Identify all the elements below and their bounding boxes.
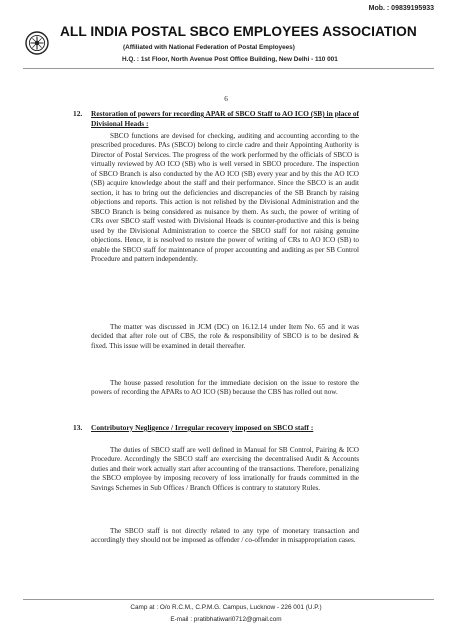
section-title: Contributory Negligence / Irregular recovery imposed on SBCO staff : xyxy=(91,423,314,432)
footer-divider xyxy=(23,599,434,600)
paragraph: SBCO functions are devised for checking, auditing and accounting according to the prescribed procedures. PAs (SBCO) belong to circle cadre and their Appointing Authority is Director of Postal Services. The progress of the work performed by the officials of SBCO is virtually reviewed by AO ICO (SB) who is well versed in SBCO procedure. The inspection of SBCO Branch is also conducted by the AO ICO (SB) every year and by this the AO ICO (SB) acquire knowledge about the staff and their performance. Since the SBCO is an audit section, it has to bring out the deficiencies and discrepancies of the SB Branch by raising objections and reports. This action is not relished by the Divisional Administration and the SBCO Branch is being considered as nuisance by them. As such, the power of writing of CRs over SBCO staff vested with Divisional Heads is counter-productive and this is being used by the Divisional Administration to coerce the SBCO staff for not raising genuine objections. Hence, it is resolved to restore the power of writing of CRs to AO ICO (SB) to enable the SBCO staff for maintenance of proper accounting and auditing as per SB Control Procedure and pattern independently. xyxy=(91,132,359,264)
association-logo-icon xyxy=(25,31,49,55)
header-divider xyxy=(23,68,434,69)
association-name: ALL INDIA POSTAL SBCO EMPLOYEES ASSOCIATION xyxy=(60,24,417,39)
camp-address: Camp at : O/o R.C.M., C.P.M.G. Campus, Lucknow - 226 001 (U.P.) xyxy=(130,604,322,611)
paragraph: The SBCO staff is not directly related to any type of monetary transaction and accordingly they should not be imposed as offender / co-offender in misappropriation cases. xyxy=(91,527,359,545)
page-number: 6 xyxy=(224,95,228,103)
section-title: Restoration of powers for recording APAR of SBCO Staff to AO ICO (SB) in place of Divisional Heads : xyxy=(91,109,359,128)
paragraph: The matter was discussed in JCM (DC) on 16.12.14 under Item No. 65 and it was decided that after role out of CBS, the role & responsibility of SBCO is to be desired & fixed. This issue will be examined in detail thereafter. xyxy=(91,323,359,350)
affiliation-line: (Affiliated with National Federation of Postal Employees) xyxy=(123,44,295,51)
section-number: 12. xyxy=(73,109,83,118)
headquarters-address: H.Q. : 1st Floor, North Avenue Post Office Building, New Delhi - 110 001 xyxy=(122,56,338,63)
section-number: 13. xyxy=(73,423,83,432)
paragraph: The house passed resolution for the immediate decision on the issue to restore the powers of recording the APARs to AO ICO (SB) because the CBS has rolled out now. xyxy=(91,379,359,397)
mobile-number: Mob. : 09839195933 xyxy=(368,5,434,12)
paragraph: The duties of SBCO staff are well defined in Manual for SB Control, Pairing & ICO Procedure. Accordingly the SBCO staff are exercising the decentralised Audit & Accounts duties and their work actually start after accounting of the transactions. Therefore, penalizing the SBCO employee by imposing recovery of loss irrationally for frauds committed in the Savings Schemes in Sub Offices / Branch Offices is contrary to statutory Rules. xyxy=(91,446,359,492)
contact-email: E-mail : pratibhatiwari0712@gmail.com xyxy=(170,616,282,623)
